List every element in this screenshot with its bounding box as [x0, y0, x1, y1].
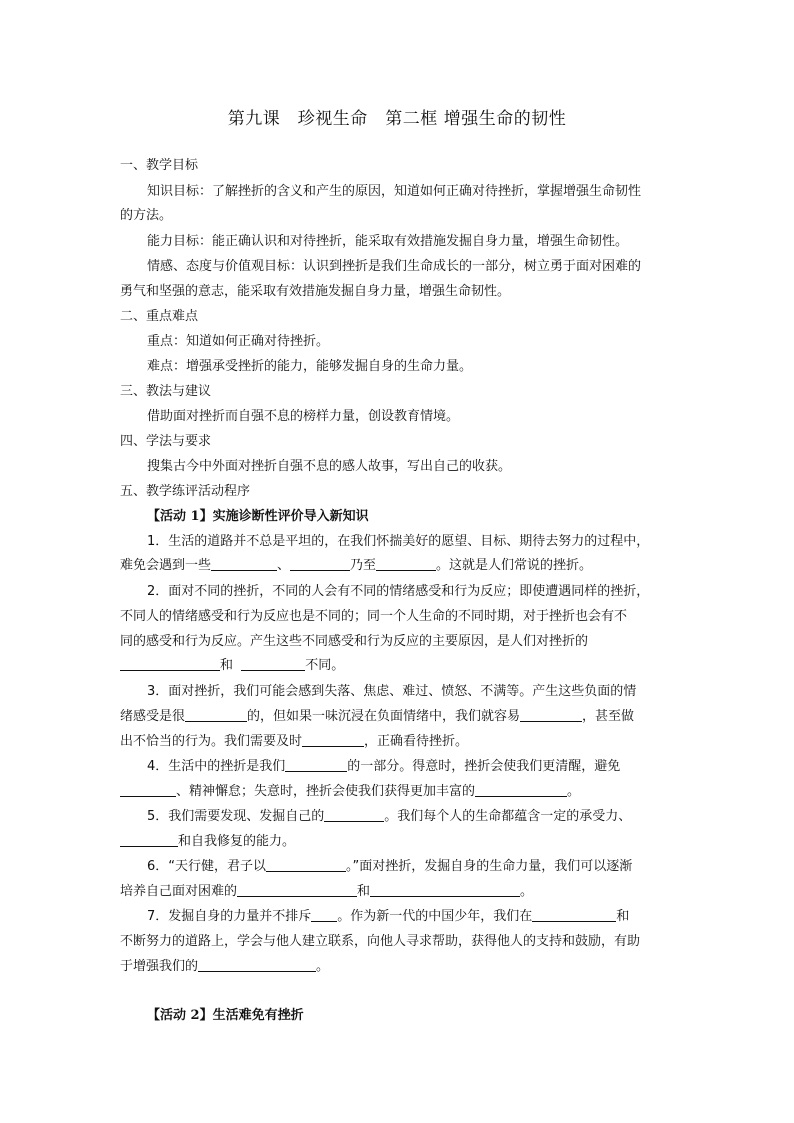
question-3-cont: 绪感受是很 的，但如果一味沉浸在负面情绪中，我们就容易 ，甚至做 [120, 709, 635, 724]
key-focus: 重点：知道如何正确对待挫折。 [147, 334, 330, 349]
fill-blank[interactable] [241, 656, 305, 671]
fill-blank[interactable] [311, 907, 337, 922]
method-text: 借助面对挫折而自强不息的榜样力量，创设教育情境。 [147, 409, 460, 424]
question-6: 6．“天行健，君子以 。”面对挫折，发掘自身的生命力量，我们可以逐渐 [147, 859, 633, 874]
fill-blank[interactable] [376, 556, 436, 571]
question-2: 2．面对不同的挫折，不同的人会有不同的情绪感受和行为反应；即使遭遇同样的挫折， [147, 584, 650, 599]
question-3: 3．面对挫折，我们可能会感到失落、焦虑、难过、愤怒、不满等。产生这些负面的情 [147, 684, 637, 699]
question-4: 4．生活中的挫折是我们 的一部分。得意时，挫折会使我们更清醒，避免 [147, 759, 621, 774]
fill-blank[interactable] [370, 882, 520, 897]
page-title: 第九课 珍视生命 第二框 增强生命的韧性 [227, 109, 567, 129]
question-2-cont: 不同人的情绪感受和行为反应也是不同的；同一个人生命的不同时期，对于挫折也会有不 [120, 609, 628, 624]
section-heading-method: 三、教法与建议 [120, 384, 212, 399]
fill-blank[interactable] [120, 656, 220, 671]
question-4-cont: 、精神懈怠；失意时，挫折会使我们获得更加丰富的 。 [120, 782, 680, 802]
section-heading-key-points: 二、重点难点 [120, 309, 199, 324]
question-7-cont: 不断努力的道路上，学会与他人建立联系，向他人寻求帮助，获得他人的支持和鼓励，有助 [120, 934, 641, 949]
emotion-goal: 情感、态度与价值观目标：认识到挫折是我们生命成长的一部分，树立勇于面对困难的 [147, 259, 642, 274]
question-3-cont: 出不恰当的行为。我们需要及时 ，正确看待挫折。 [120, 734, 469, 749]
fill-blank[interactable] [211, 556, 277, 571]
activity-1-heading: 【活动 1】实施诊断性评价导入新知识 [147, 509, 369, 524]
question-7: 7．发掘自身的力量并不排斥 。作为新一代的中国少年，我们在 和 [147, 909, 630, 924]
question-7-cont: 于增强我们的 。 [120, 959, 330, 974]
question-2-cont: 和 不同。 [120, 656, 680, 676]
ability-goal: 能力目标：能正确认识和对待挫折，能采取有效措施发掘自身力量，增强生命韧性。 [147, 234, 629, 249]
fill-blank[interactable] [302, 732, 364, 747]
question-1: 1．生活的道路并不总是平坦的，在我们怀揣美好的愿望、目标、期待去努力的过程中， [147, 534, 650, 549]
key-difficulty: 难点：增强承受挫折的能力，能够发掘自身的生命力量。 [147, 359, 473, 374]
fill-blank[interactable] [198, 957, 316, 972]
fill-blank[interactable] [185, 707, 247, 722]
emotion-goal-cont: 勇气和坚强的意志，能采取有效措施发掘自身力量，增强生命韧性。 [120, 284, 511, 299]
section-heading-procedure: 五、教学练评活动程序 [120, 484, 251, 499]
fill-blank[interactable] [285, 757, 347, 772]
section-heading-study: 四、学法与要求 [120, 434, 212, 449]
question-5-cont: 和自我修复的能力。 [120, 832, 680, 852]
activity-2-heading: 【活动 2】生活难免有挫折 [147, 1008, 304, 1023]
section-heading-goals: 一、教学目标 [120, 158, 199, 173]
fill-blank[interactable] [120, 782, 176, 797]
question-6-cont: 培养自己面对困难的 和 。 [120, 884, 534, 899]
knowledge-goal: 知识目标：了解挫折的含义和产生的原因，知道如何正确对待挫折，掌握增强生命韧性 [147, 184, 642, 199]
question-1-cont: 难免会遇到一些 、 乃至 。这就是人们常说的挫折。 [120, 558, 593, 573]
fill-blank[interactable] [120, 832, 178, 847]
fill-blank[interactable] [475, 782, 567, 797]
knowledge-goal-cont: 的方法。 [120, 208, 173, 223]
fill-blank[interactable] [532, 907, 616, 922]
fill-blank[interactable] [237, 882, 357, 897]
fill-blank[interactable] [290, 556, 350, 571]
question-2-cont: 同的感受和行为反应。产生这些不同感受和行为反应的主要原因，是人们对挫折的 [120, 634, 589, 649]
fill-blank[interactable] [324, 807, 384, 822]
fill-blank[interactable] [266, 857, 346, 872]
question-5: 5．我们需要发现、发掘自己的 。我们每个人的生命都蕴含一定的承受力、 [147, 809, 632, 824]
study-text: 搜集古今中外面对挫折自强不息的感人故事，写出自己的收获。 [147, 459, 512, 474]
fill-blank[interactable] [520, 707, 582, 722]
